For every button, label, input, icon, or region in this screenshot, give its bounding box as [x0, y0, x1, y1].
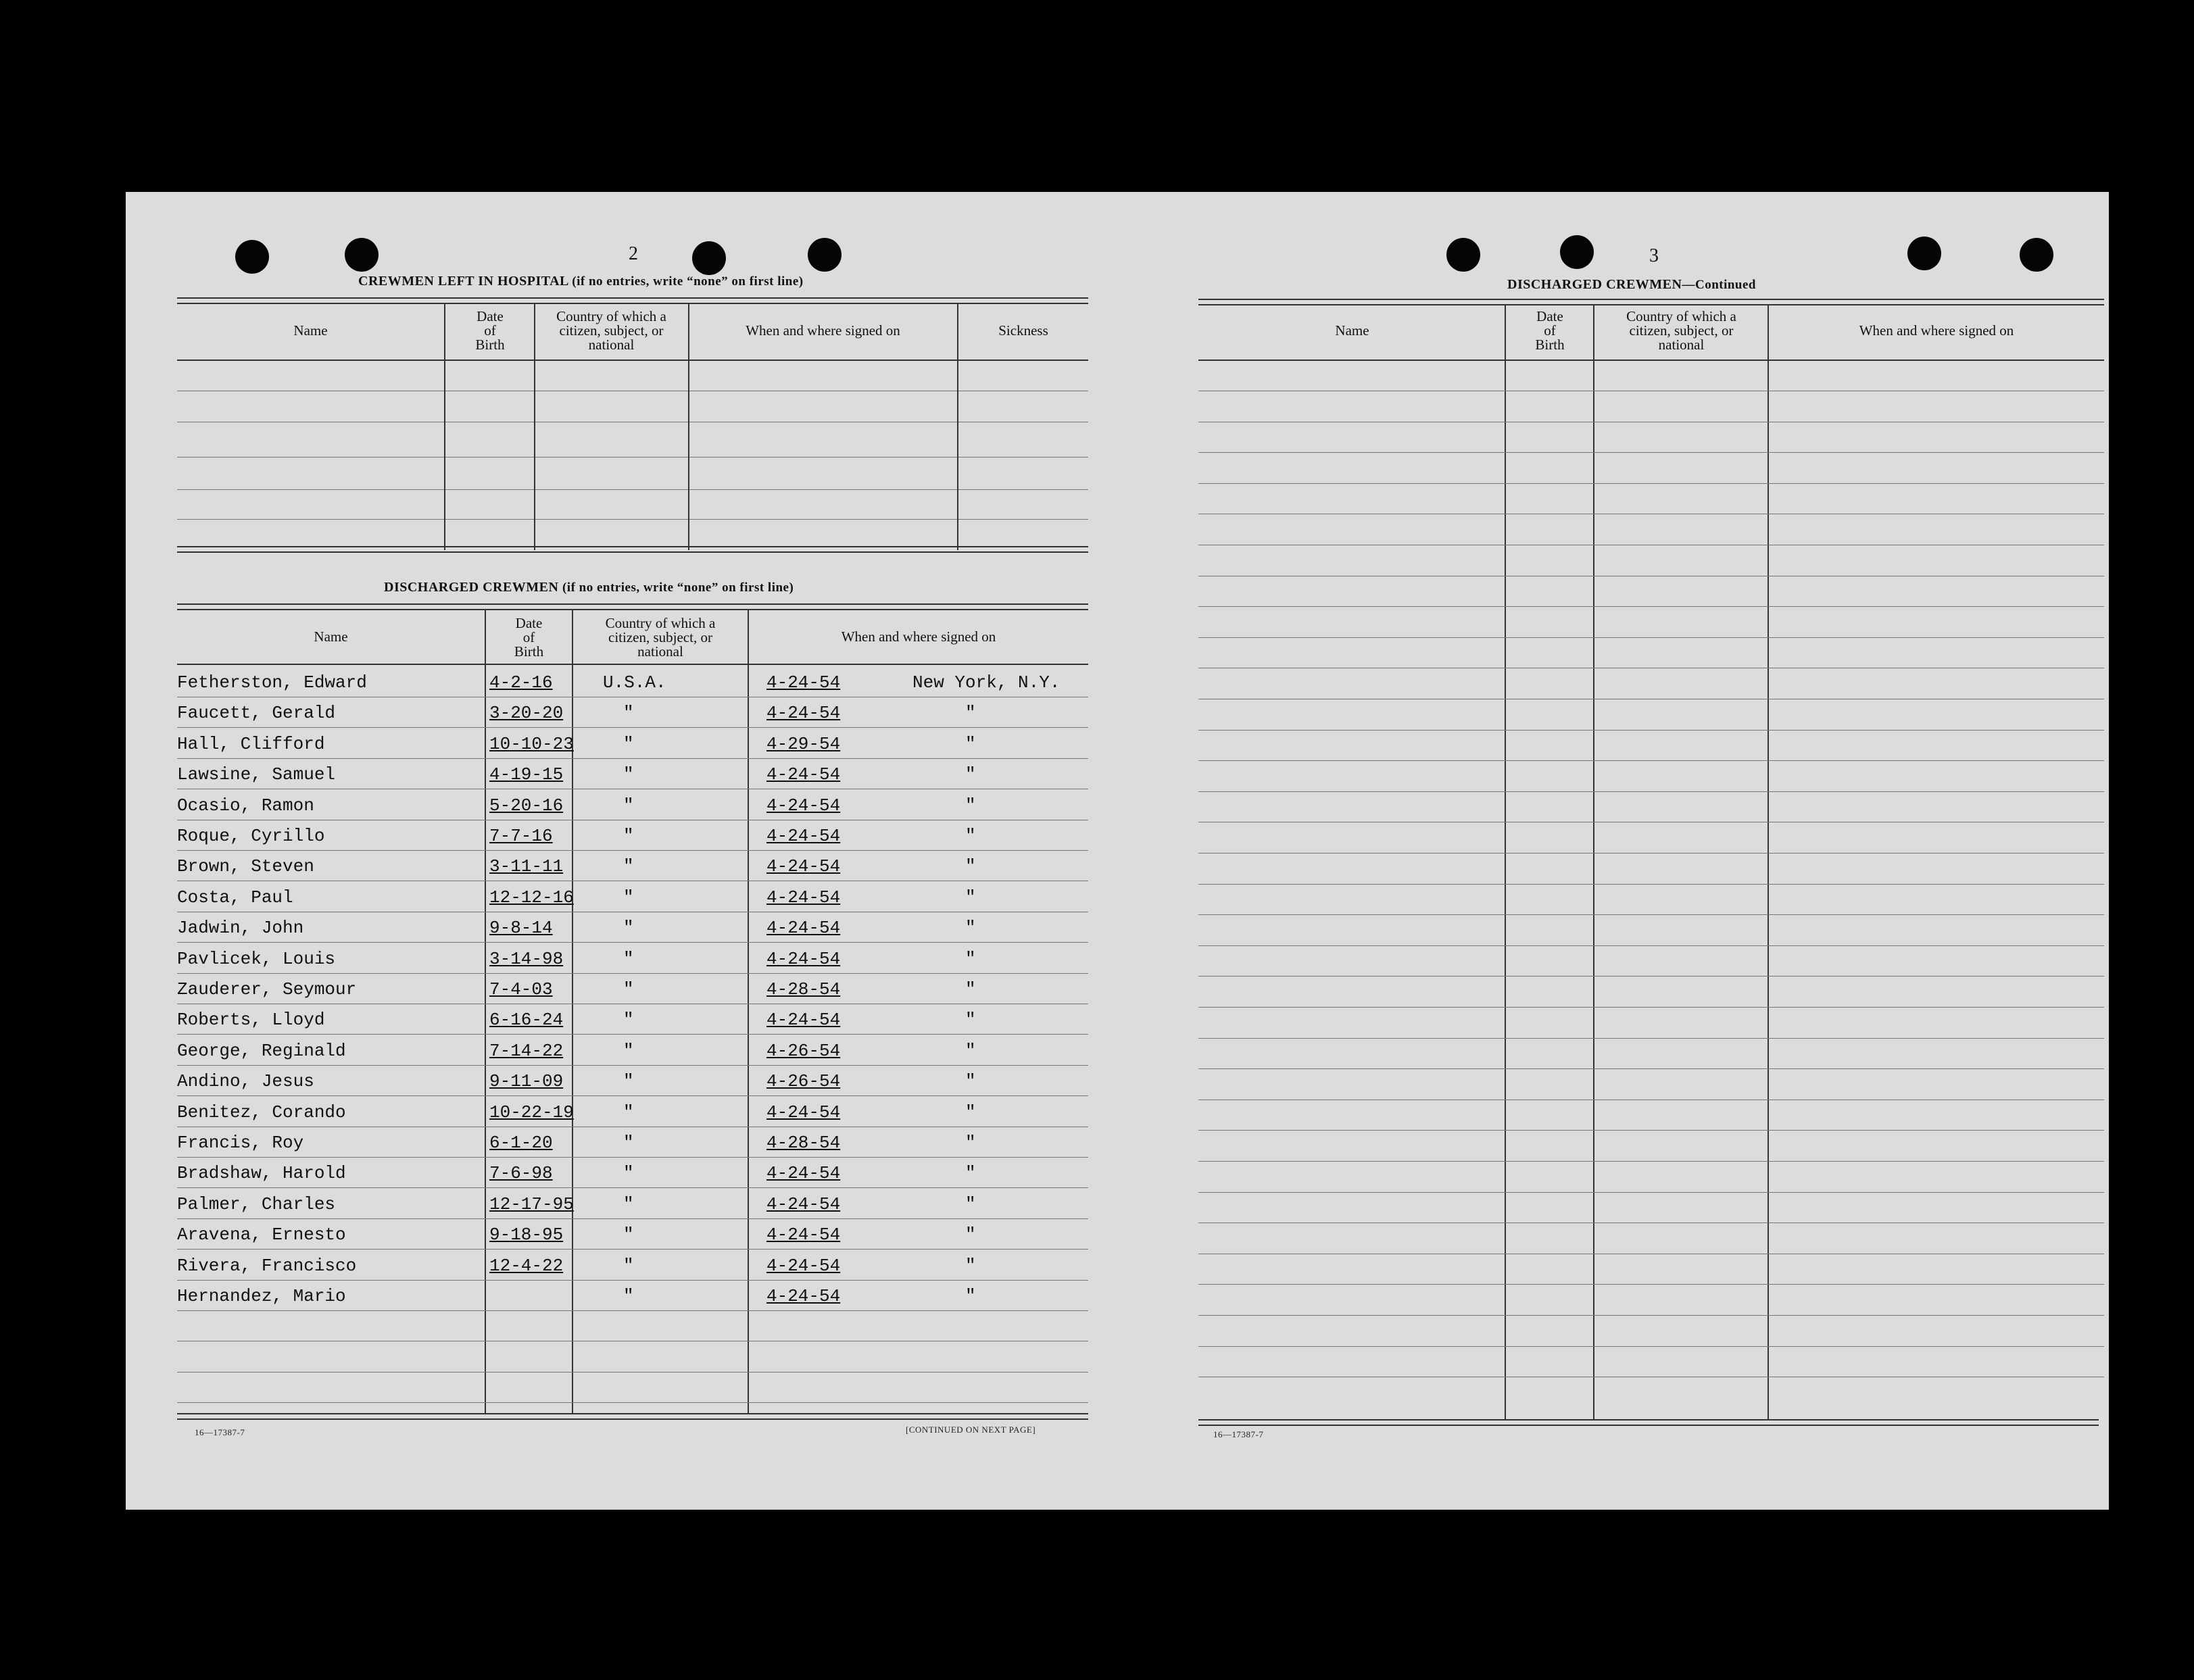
- table-row-line: [1198, 1284, 2104, 1285]
- crew-signed-place: ": [965, 795, 976, 816]
- crew-name: Lawsine, Samuel: [177, 764, 336, 785]
- crew-signed-place: ": [965, 826, 976, 846]
- table-row-line: [1198, 1192, 2104, 1193]
- crew-signed-date: 4-24-54: [766, 826, 841, 846]
- crew-signed-date: 4-24-54: [766, 672, 841, 693]
- crew-signed-place: ": [965, 1133, 976, 1153]
- table-row-line: [177, 1280, 1088, 1281]
- crew-signed-place: ": [965, 1071, 976, 1092]
- table-row-line: [177, 942, 1088, 943]
- crew-country: ": [623, 1133, 634, 1153]
- crew-dob: 3-20-20: [489, 703, 564, 724]
- crew-signed-date: 4-24-54: [766, 1163, 841, 1184]
- table-row-line: [1198, 1007, 2104, 1008]
- page-number-left: 2: [629, 243, 638, 264]
- crew-signed-date: 4-24-54: [766, 856, 841, 877]
- discharged-col-divider: [485, 609, 486, 1413]
- crew-signed-place: ": [965, 1255, 976, 1276]
- crew-name: Roque, Cyrillo: [177, 826, 325, 846]
- crew-signed-place: ": [965, 948, 976, 969]
- crew-dob: 6-1-20: [489, 1133, 553, 1153]
- table-row-line: [177, 850, 1088, 851]
- discharged-col-divider: [572, 609, 573, 1413]
- discharged-col-dob: Date of Birth: [514, 615, 544, 660]
- crew-name: Francis, Roy: [177, 1133, 304, 1153]
- crew-signed-place: ": [965, 1163, 976, 1184]
- hospital-col-divider: [957, 303, 958, 550]
- right-col-divider: [1593, 304, 1594, 1419]
- discharged-table-bottom-rule: [177, 1413, 1088, 1420]
- form-number-right: 16—17387-7: [1213, 1429, 1264, 1439]
- crew-name: Ocasio, Ramon: [177, 795, 314, 816]
- hospital-col-name: Name: [293, 322, 328, 339]
- right-col-dob: Date of Birth: [1535, 308, 1565, 353]
- discharged-col-name: Name: [314, 628, 348, 645]
- right-table-top-rule: [1198, 299, 2104, 305]
- crew-name: Andino, Jesus: [177, 1071, 314, 1092]
- discharged-col-divider: [748, 609, 749, 1413]
- crew-signed-date: 4-26-54: [766, 1071, 841, 1092]
- crew-dob: 6-16-24: [489, 1010, 564, 1031]
- table-row-line: [177, 1157, 1088, 1158]
- crew-country: ": [623, 703, 634, 724]
- discharged-title-text: DISCHARGED CREWMEN: [384, 580, 559, 595]
- crew-country: U.S.A.: [603, 672, 666, 693]
- crew-dob: 12-12-16: [489, 887, 574, 908]
- crew-dob: 7-14-22: [489, 1040, 564, 1061]
- crew-dob: 10-22-19: [489, 1102, 574, 1122]
- crew-country: ": [623, 1193, 634, 1214]
- crew-dob: 4-2-16: [489, 672, 553, 693]
- crew-dob: 7-4-03: [489, 979, 553, 999]
- table-row-line: [1198, 1038, 2104, 1039]
- crew-signed-place: ": [965, 1193, 976, 1214]
- right-col-signed: When and where signed on: [1859, 322, 2014, 339]
- crew-dob: 9-18-95: [489, 1225, 564, 1245]
- crew-signed-place: ": [965, 733, 976, 754]
- crew-country: ": [623, 1040, 634, 1061]
- crew-name: Zauderer, Seymour: [177, 979, 357, 999]
- crew-name: Rivera, Francisco: [177, 1255, 357, 1276]
- crew-name: Aravena, Ernesto: [177, 1225, 346, 1245]
- crew-signed-place: ": [965, 1102, 976, 1122]
- right-col-divider: [1768, 304, 1769, 1419]
- punch-hole: [2020, 238, 2053, 272]
- crew-signed-place: ": [965, 764, 976, 785]
- crew-name: Fetherston, Edward: [177, 672, 367, 693]
- crew-dob: 3-14-98: [489, 948, 564, 969]
- crew-country: ": [623, 733, 634, 754]
- crew-signed-date: 4-24-54: [766, 795, 841, 816]
- table-row-line: [177, 727, 1088, 728]
- crew-dob: 4-19-15: [489, 764, 564, 785]
- crew-signed-date: 4-24-54: [766, 1102, 841, 1122]
- crew-country: ": [623, 918, 634, 939]
- crew-signed-place: ": [965, 703, 976, 724]
- crew-country: ": [623, 764, 634, 785]
- punch-hole: [808, 238, 842, 272]
- crew-signed-place: ": [965, 887, 976, 908]
- table-row-line: [1198, 1130, 2104, 1131]
- crew-signed-place: ": [965, 1040, 976, 1061]
- crew-country: ": [623, 979, 634, 999]
- crew-dob: 3-11-11: [489, 856, 564, 877]
- discharged-table-top-rule: [177, 603, 1088, 610]
- crew-name: Brown, Steven: [177, 856, 314, 877]
- crew-name: Benitez, Corando: [177, 1102, 346, 1122]
- hospital-section-title: [358, 274, 804, 289]
- crew-dob: 12-17-95: [489, 1193, 574, 1214]
- crew-signed-place: ": [965, 918, 976, 939]
- form-number-left: 16—17387-7: [195, 1427, 245, 1437]
- table-row-line: [1198, 1068, 2104, 1069]
- table-row-line: [1198, 914, 2104, 915]
- page-number-right: 3: [1649, 245, 1659, 266]
- crew-country: ": [623, 826, 634, 846]
- crew-country: ": [623, 1010, 634, 1031]
- crew-signed-date: 4-24-54: [766, 1010, 841, 1031]
- crew-signed-date: 4-28-54: [766, 1133, 841, 1153]
- table-row-line: [1198, 1315, 2104, 1316]
- crew-name: Pavlicek, Louis: [177, 948, 336, 969]
- punch-hole: [235, 240, 269, 274]
- table-row-line: [1198, 606, 2104, 607]
- crew-name: Costa, Paul: [177, 887, 293, 908]
- crew-signed-date: 4-24-54: [766, 764, 841, 785]
- table-row-line: [177, 1095, 1088, 1096]
- crew-country: ": [623, 948, 634, 969]
- crew-signed-date: 4-28-54: [766, 979, 841, 999]
- table-row-line: [177, 973, 1088, 974]
- discharged-section-title: [384, 580, 794, 595]
- crew-signed-date: 4-26-54: [766, 1040, 841, 1061]
- crew-name: Hernandez, Mario: [177, 1286, 346, 1306]
- hospital-table-bottom-rule: [177, 546, 1088, 553]
- punch-hole: [1446, 238, 1480, 272]
- table-row-line: [177, 1065, 1088, 1066]
- table-row-line: [1198, 1346, 2104, 1347]
- table-row-line: [1198, 452, 2104, 453]
- discharged-col-country: Country of which a citizen, subject, or national: [605, 615, 716, 660]
- hospital-col-divider: [688, 303, 689, 550]
- right-header-rule: [1198, 360, 2104, 361]
- crew-signed-date: 4-24-54: [766, 1286, 841, 1306]
- table-row-line: [177, 1187, 1088, 1188]
- crew-signed-date: 4-24-54: [766, 887, 841, 908]
- crew-country: ": [623, 1255, 634, 1276]
- punch-hole: [1907, 237, 1941, 270]
- hospital-row-line: [177, 457, 1088, 458]
- table-row-line: [1198, 945, 2104, 946]
- hospital-table-top-rule: [177, 297, 1088, 304]
- discharged-title-note: (if no entries, write “none” on first line): [562, 580, 794, 595]
- punch-hole: [692, 241, 726, 275]
- crew-name: Jadwin, John: [177, 918, 304, 939]
- crew-name: Hall, Clifford: [177, 733, 325, 754]
- crew-country: ": [623, 856, 634, 877]
- crew-country: ": [623, 795, 634, 816]
- crew-name: George, Reginald: [177, 1040, 346, 1061]
- hospital-title-note: (if no entries, write “none” on first line): [572, 274, 804, 289]
- hospital-title-text: CREWMEN LEFT IN HOSPITAL: [358, 274, 568, 289]
- table-row-line: [177, 1034, 1088, 1035]
- table-row-line: [1198, 1161, 2104, 1162]
- crew-country: ": [623, 1286, 634, 1306]
- crew-name: Palmer, Charles: [177, 1193, 336, 1214]
- crew-name: Roberts, Lloyd: [177, 1010, 325, 1031]
- table-row-line: [177, 1402, 1088, 1403]
- table-row-line: [177, 1218, 1088, 1219]
- table-row-line: [1198, 1222, 2104, 1223]
- hospital-col-signed: When and where signed on: [746, 322, 900, 339]
- right-title-text: DISCHARGED CREWMEN: [1507, 277, 1682, 292]
- crew-signed-date: 4-29-54: [766, 733, 841, 754]
- crew-country: ": [623, 1225, 634, 1245]
- hospital-col-divider: [444, 303, 445, 550]
- hospital-row-line: [177, 519, 1088, 520]
- hospital-col-country: Country of which a citizen, subject, or national: [556, 308, 666, 353]
- table-row-line: [1198, 730, 2104, 731]
- right-col-country: Country of which a citizen, subject, or national: [1626, 308, 1736, 353]
- hospital-col-dob: Date of Birth: [475, 308, 505, 353]
- crew-signed-date: 4-24-54: [766, 918, 841, 939]
- crew-dob: 12-4-22: [489, 1255, 564, 1276]
- hospital-col-sickness: Sickness: [998, 322, 1048, 339]
- punch-hole: [345, 238, 379, 272]
- crew-dob: 5-20-16: [489, 795, 564, 816]
- table-row-line: [1198, 483, 2104, 484]
- table-row-line: [177, 1372, 1088, 1373]
- crew-signed-date: 4-24-54: [766, 948, 841, 969]
- table-row-line: [1198, 760, 2104, 761]
- crew-signed-date: 4-24-54: [766, 703, 841, 724]
- crew-country: ": [623, 1071, 634, 1092]
- crew-name: Faucett, Gerald: [177, 703, 336, 724]
- hospital-col-divider: [534, 303, 535, 550]
- continued-note: [CONTINUED ON NEXT PAGE]: [906, 1425, 1036, 1435]
- crew-signed-date: 4-24-54: [766, 1255, 841, 1276]
- table-row-line: [1198, 976, 2104, 977]
- crew-dob: 9-11-09: [489, 1071, 564, 1092]
- crew-signed-date: 4-24-54: [766, 1193, 841, 1214]
- table-row-line: [177, 1249, 1088, 1250]
- crew-dob: 7-6-98: [489, 1163, 553, 1184]
- crew-signed-place: New York, N.Y.: [912, 672, 1061, 693]
- crew-dob: 7-7-16: [489, 826, 553, 846]
- form-paper: [126, 192, 2109, 1510]
- crew-signed-place: ": [965, 1010, 976, 1031]
- crew-country: ": [623, 887, 634, 908]
- hospital-header-rule: [177, 360, 1088, 361]
- table-row-line: [1198, 637, 2104, 638]
- table-row-line: [177, 758, 1088, 759]
- crew-name: Bradshaw, Harold: [177, 1163, 346, 1184]
- table-row-line: [1198, 853, 2104, 854]
- crew-signed-place: ": [965, 979, 976, 999]
- crew-country: ": [623, 1163, 634, 1184]
- right-title-suffix: —Continued: [1682, 278, 1756, 292]
- crew-dob: 9-8-14: [489, 918, 553, 939]
- right-section-title: [1507, 277, 1756, 293]
- crew-country: ": [623, 1102, 634, 1122]
- hospital-row-line: [177, 489, 1088, 490]
- crew-signed-place: ": [965, 1225, 976, 1245]
- discharged-col-signed: When and where signed on: [841, 628, 996, 645]
- table-row-line: [1198, 791, 2104, 792]
- crew-signed-date: 4-24-54: [766, 1225, 841, 1245]
- crew-signed-place: ": [965, 856, 976, 877]
- discharged-header-rule: [177, 664, 1088, 665]
- table-row-line: [1198, 884, 2104, 885]
- right-col-divider: [1505, 304, 1506, 1419]
- crew-dob: 10-10-23: [489, 733, 574, 754]
- right-col-name: Name: [1335, 322, 1369, 339]
- right-table-bottom-rule: [1198, 1419, 2099, 1426]
- punch-hole: [1560, 235, 1594, 269]
- table-row-line: [177, 1310, 1088, 1311]
- crew-signed-place: ": [965, 1286, 976, 1306]
